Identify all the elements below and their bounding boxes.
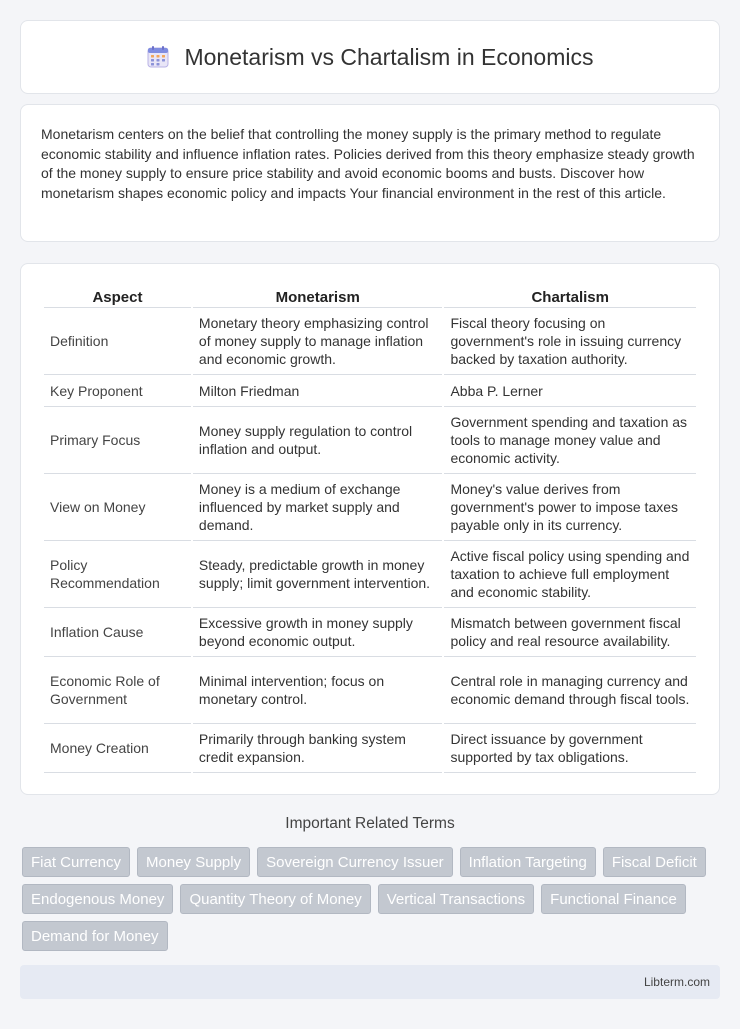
header-card [20,20,720,94]
monetarism-cell: Money supply regulation to control inflation and output. [193,407,443,474]
tag-fiscal-deficit[interactable]: Fiscal Deficit [603,847,706,877]
comparison-table [42,282,698,773]
table-row [44,407,696,474]
table-row [44,657,696,724]
table-header-row [44,282,696,308]
aspect-cell: Money Creation [44,724,191,773]
calendar-icon [146,45,170,69]
tag-vertical-transactions[interactable]: Vertical Transactions [378,884,534,914]
tag-fiat-currency[interactable]: Fiat Currency [22,847,130,877]
related-terms-tags [22,847,722,951]
table-row [44,375,696,407]
chartalism-cell: Fiscal theory focusing on government's role in issuing currency backed by taxation authority. [444,308,696,375]
title-wrap [146,44,593,71]
tag-endogenous-money[interactable]: Endogenous Money [22,884,173,914]
header-aspect: Aspect [44,282,191,308]
header-chartalism: Chartalism [444,282,696,308]
aspect-cell: Policy Recommendation [44,541,191,608]
page-title: Monetarism vs Chartalism in Economics [184,43,594,70]
aspect-cell: Economic Role of Government [44,657,191,724]
table-row [44,474,696,541]
chartalism-cell: Direct issuance by government supported by tax obligations. [444,724,696,773]
chartalism-cell: Central role in managing currency and economic demand through fiscal tools. [444,657,696,724]
tag-demand-for-money[interactable]: Demand for Money [22,921,168,951]
aspect-cell: View on Money [44,474,191,541]
monetarism-cell: Money is a medium of exchange influenced by market supply and demand. [193,474,443,541]
monetarism-cell: Primarily through banking system credit expansion. [193,724,443,773]
chartalism-cell: Abba P. Lerner [444,375,696,407]
table-row [44,608,696,657]
intro-card [20,104,720,242]
chartalism-cell: Government spending and taxation as tools to manage money value and economic activity. [444,407,696,474]
tag-inflation-targeting[interactable]: Inflation Targeting [460,847,596,877]
tag-functional-finance[interactable]: Functional Finance [541,884,686,914]
header-monetarism: Monetarism [193,282,443,308]
monetarism-cell: Milton Friedman [193,375,443,407]
intro-text: Monetarism centers on the belief that controlling the money supply is the primary method to regulate economic stability and influence inflation rates. Policies derived from this theory emphasize steady growth of the money supply to ensure price stability and avoid economic booms and busts. Discover how monetarism shapes economic policy and impacts Your financial environment in the rest of this article. [41,126,695,201]
monetarism-cell: Steady, predictable growth in money supply; limit government intervention. [193,541,443,608]
monetarism-cell: Excessive growth in money supply beyond economic output. [193,608,443,657]
related-terms-title: Important Related Terms [285,815,455,832]
table-row [44,724,696,773]
monetarism-cell: Monetary theory emphasizing control of money supply to manage inflation and economic growth. [193,308,443,375]
footer-site-link[interactable]: Libterm.com [643,975,710,989]
chartalism-cell: Money's value derives from government's power to impose taxes payable only in its currency. [444,474,696,541]
aspect-cell: Key Proponent [44,375,191,407]
aspect-cell: Inflation Cause [44,608,191,657]
tag-quantity-theory-of-money[interactable]: Quantity Theory of Money [180,884,370,914]
aspect-cell: Definition [44,308,191,375]
chartalism-cell: Mismatch between government fiscal policy and real resource availability. [444,608,696,657]
chartalism-cell: Active fiscal policy using spending and taxation to achieve full employment and economic stability. [444,541,696,608]
table-row [44,541,696,608]
footer [20,965,720,999]
monetarism-cell: Minimal intervention; focus on monetary control. [193,657,443,724]
comparison-table-card [20,263,720,795]
table-row [44,308,696,375]
aspect-cell: Primary Focus [44,407,191,474]
tag-sovereign-currency-issuer[interactable]: Sovereign Currency Issuer [257,847,453,877]
tag-money-supply[interactable]: Money Supply [137,847,250,877]
